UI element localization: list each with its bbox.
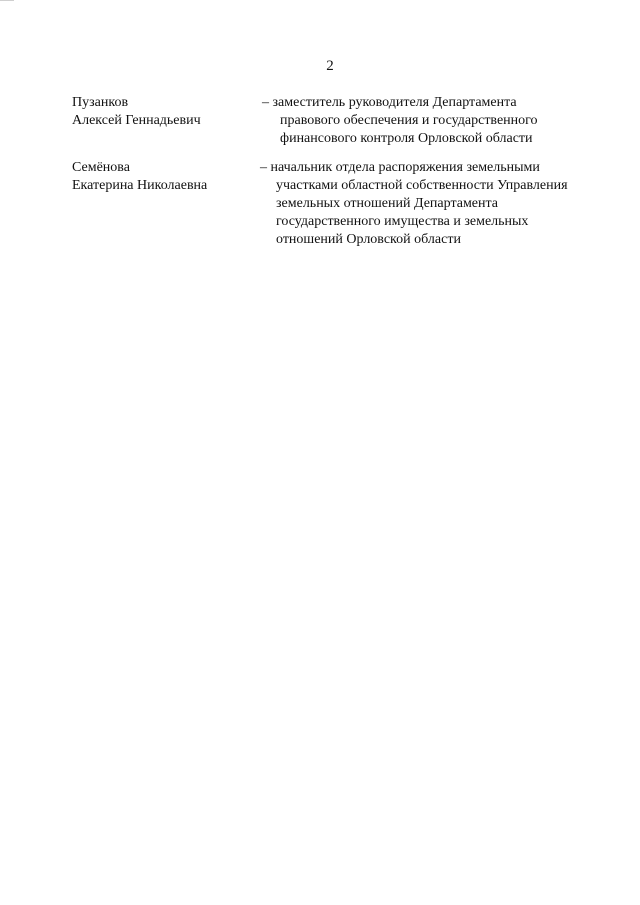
member-name bbox=[72, 94, 247, 130]
role-line: отношений Орловской области bbox=[276, 232, 461, 247]
member-role bbox=[262, 94, 602, 148]
role-line: государственного имущества и земельных bbox=[276, 214, 529, 229]
role-line: – начальник отдела распоряжения земельными bbox=[260, 160, 540, 175]
role-line: земельных отношений Департамента bbox=[276, 196, 499, 211]
member-role bbox=[260, 159, 600, 249]
role-line: участками областной собственности Управления bbox=[276, 178, 568, 193]
member-surname: Семёнова bbox=[72, 160, 130, 175]
member-given-names: Екатерина Николаевна bbox=[72, 178, 208, 193]
role-line: – заместитель руководителя Департамента bbox=[262, 95, 517, 110]
member-surname: Пузанков bbox=[72, 95, 129, 110]
member-name bbox=[72, 159, 247, 195]
role-line: финансового контроля Орловской области bbox=[280, 131, 533, 146]
page-number: 2 bbox=[326, 58, 334, 74]
member-given-names: Алексей Геннадьевич bbox=[72, 113, 201, 128]
role-line: правового обеспечения и государственного bbox=[280, 113, 538, 128]
scan-corner-mark bbox=[0, 0, 14, 4]
